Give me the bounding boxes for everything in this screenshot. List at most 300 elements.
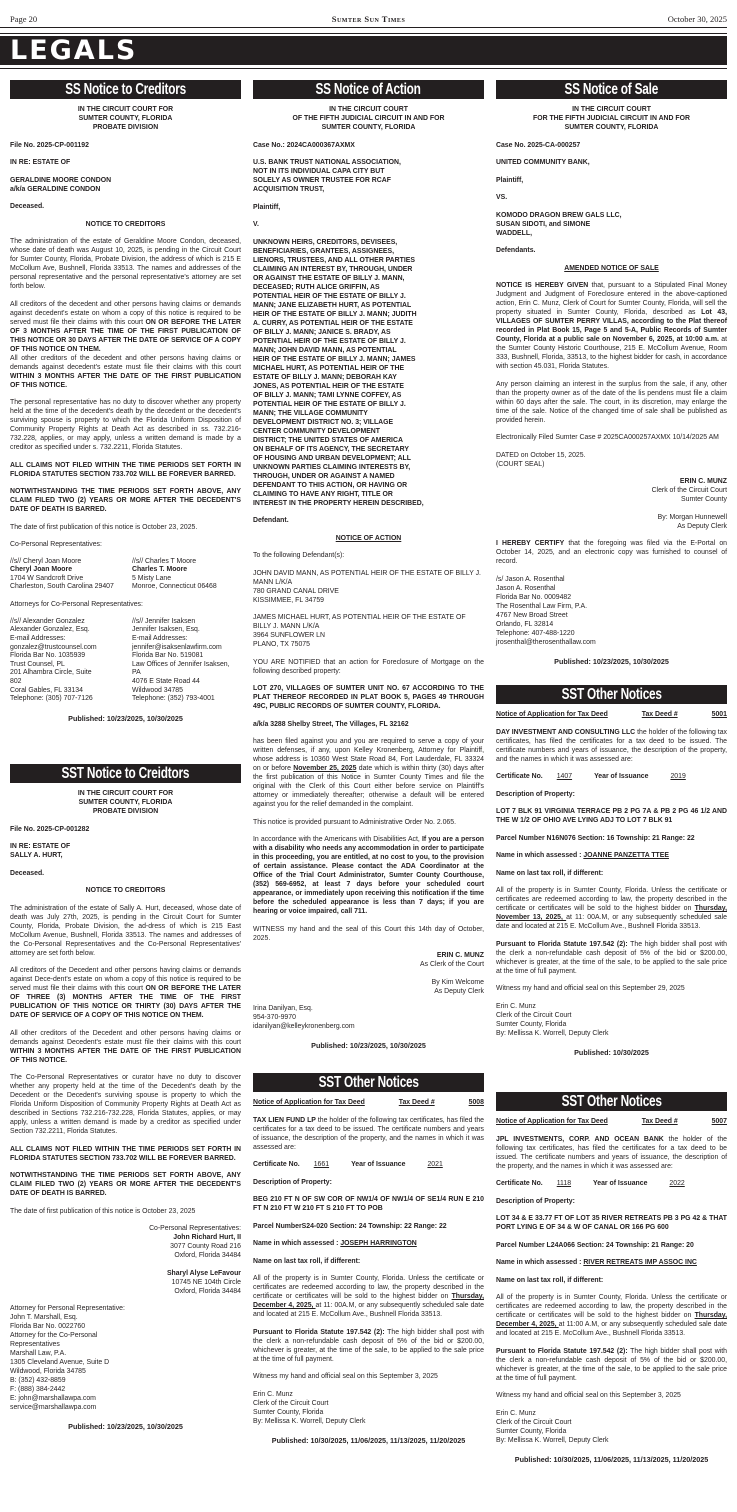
newspaper-name: Sumter Sun Times [331,14,406,24]
paragraph [10,523,241,532]
tax-deed-header [496,710,727,719]
contact-line: //s// Charles T Moore [132,557,197,565]
text-run: VS. [496,194,508,201]
text-run: All other creditors of the decedent and other persons having claims or demands against decedent's estate must file their claims with this court [10,354,241,371]
paragraph [10,1029,241,1065]
paragraph [253,818,484,827]
paragraph [496,1293,727,1338]
column-2 [253,0,484,1512]
certificate-label: Certificate No. [496,1180,543,1187]
signature-line: By: Morgan Hunnewell [657,513,727,521]
paragraph [496,728,727,764]
section-header-title: SS Notice of Sale [564,81,659,98]
paragraph [253,203,484,212]
signature-line: As Deputy Clerk [677,522,727,530]
two-column-contacts [10,558,241,592]
paragraph [253,1178,484,1187]
contact-line: //s// Alexander Gonzalez [10,617,85,625]
paragraph [496,193,727,202]
paragraph [496,940,727,976]
published-dates: Published: 10/30/2025, 11/06/2025, 11/13/2025, 11/20/2025 [271,1435,466,1445]
contact-line: gonzalez@trustcounsel.com [10,643,97,651]
text-run: Electronically Filed Sumter Case # 2025CA000257AXMX 10/14/2025 AM [496,434,719,441]
text-run: has been filed against you and you are required to serve a copy of your written defenses, if any, upon Kelley Kronenberg, Attorney for Plaintiff, whose address is 10360 West State Road 84, Fort Lauderdale, FL 33324 on or before [253,738,484,772]
paragraph [496,246,727,255]
contact-line: //s// Cheryl Joan Moore [10,557,82,565]
text-run: Erin C. Munz Clerk of the Circuit Court Sumter County, Florida By: Mellissa K. Worrell, Deputy Clerk [253,1390,366,1425]
signature-block [496,513,727,531]
legal-notice [10,80,241,727]
text-run: that the foregoing was filed via the E-Portal on October 14, 2025, and an electronic copy was furnished to counsel of record. [496,540,727,565]
contact-line: 4076 E State Road 44 [132,678,200,686]
text-run: the holder of the following tax certificates, has filed the certificates for a tax deed to be issued. The certificate numbers and years of issuance, the description of the property, and the names in which it was assessed are: [496,728,727,763]
contact-line: Florida Bar No. 1035939 [10,652,86,660]
notice-heading-text: NOTICE TO CREDITORS [85,220,166,228]
tax-deed-title: Notice of Application for Tax Deed [253,1099,365,1106]
text-run: WITHIN 3 MONTHS AFTER THE DATE OF THE FIRST PUBLICATION OF THIS NOTICE. [10,1047,241,1064]
tax-deed-title: Notice of Application for Tax Deed [496,711,608,718]
issuance-label: Year of Issuance [593,1180,648,1187]
text-run: The date of first publication of this notice is October 23, 2025 [10,1207,196,1215]
paragraph [253,238,484,508]
text-run: NOTWITHSTANDING THE TIME PERIODS SET FORTH ABOVE, ANY CLAIM FILED TWO (2) YEARS OR MORE AFTER THE DECEDENT'S DATE OF DEATH IS BARRED. [10,488,241,513]
paragraph [10,825,241,834]
signature-block [253,978,484,996]
text-run: The administration of the estate of Sally A. Hurt, deceased, whose date of death was July 27th, 2025, is pending in the Circuit Court for Sumter County, Florida, Probate Division, the ad-dress of which is 215 East McCollum Avenue, Bushnell, Florida 33513. The names and addresses of the Co-Personal Representatives and the Co-Personal Representatives' attorney are set forth below. [10,904,241,957]
text-run: Any person claiming an interest in the surplus from the sale, if any, other than the property owner as of the date of the lis pendens must file a claim within 60 days after the sale. The court, in its discretion, may enlarge the time of the sale. Notice of the changed time of sale shall be published as provided herein. [496,380,727,424]
text-run: To the following Defendant(s): [253,552,345,559]
paragraph [10,842,241,860]
text-run: Parcel Number N16N076 Section: 16 Township: 21 Range: 22 [496,834,695,842]
signature-line: 3077 County Road 216 [170,1243,241,1250]
paragraph [10,540,241,549]
paragraph [496,1391,727,1400]
text-run: WITHIN 3 MONTHS AFTER THE DATE OF THE FIRST PUBLICATION OF THIS NOTICE. [10,372,241,389]
issuance-year: 2021 [427,1161,443,1168]
contact-line: Cheryl Joan Moore [10,566,73,574]
signature-line: ERIN C. MUNZ [436,952,484,959]
tax-deed-number: 5001 [711,711,727,718]
text-run: BEG 210 FT N OF SW COR OF NW1/4 OF NW1/4 OF SE1/4 RUN E 210 FT N 210 FT W 210 FT S 210 FT TO POB [253,1196,484,1212]
tax-deed-header [496,1117,727,1126]
text-run: Pursuant to Florida Statute 197.542 (2): [253,1328,385,1336]
text-run: at 11: 00A.M, or any subsequently scheduled sale date and located at 215 E. McCollum Ave., Bushnell Florida 33513. [496,914,727,930]
paragraph [10,237,241,291]
text-run: The date of first publication of this notice is October 23, 2025. [10,523,198,531]
paragraph [496,433,727,442]
tax-deed-header [253,1098,484,1107]
paragraph [253,220,484,229]
paragraph [10,202,241,211]
paragraph [253,1274,484,1319]
paragraph [10,1207,241,1216]
signature-line: Sumter County [681,496,727,503]
paragraph [496,211,727,238]
paragraph [10,141,241,150]
legal-notice [496,685,727,1061]
paragraph [253,1239,484,1248]
legal-notice [496,1092,727,1468]
legal-notice [496,80,727,670]
text-run: Case No. 2025-CA-000257 [496,141,581,149]
court-caption: IN THE CIRCUIT COURT FOR THE FIFTH JUDICIAL CIRCUIT IN AND FOR SUMTER COUNTY, FLORIDA [533,106,690,131]
text-run: Witness my hand and official seal on this September 3, 2025 [253,1373,438,1380]
text-run: at 11: 00A.M, or any subsequently scheduled sale date and located at 215 E. McCollum Ave., Bushnell Florida 33513. [253,1302,484,1318]
paragraph [496,1347,727,1383]
signature-block [10,1269,241,1296]
section-title: LEGALS [10,35,138,66]
certificate-label: Certificate No. [496,773,543,780]
published-dates: Published: 10/23/2025, 10/30/2025 [68,713,183,723]
contact-line: PA [132,669,141,677]
contact-line: Telephone: (305) 707-7126 [10,695,93,703]
certificate-row [496,772,727,781]
text-run: All of the property is in Sumter County, Florida. Unless the certificate or certificates are redeemed according to law, the property described in the certificate or certificates will be sold to the highest bidder on [496,887,727,912]
paragraph [496,1197,727,1206]
published-dates: Published: 10/23/2025, 10/30/2025 [68,1422,183,1431]
text-run: Name in which assessed : [253,1240,341,1247]
paragraph [253,141,484,150]
text-run: UNITED COMMUNITY BANK, [496,159,590,166]
text-run: Lot 43, VILLAGES OF SUMTER PERRY VILLAS, according to the Plat thereof recorded in Plat Book 15, Page 5 and 5-A, Public Records of Sumter County, Florida at a public sale on November 6, 2025, at 10:00 a.m. [496,309,727,343]
text-run: the holder of the following tax certificates, has filed the certificates for a tax deed to be issued. The certificate numbers and years of issuance, the description of the property, and the names in which it was assessed are: [253,1116,484,1151]
text-run: Attorneys for Co-Personal Representatives: [10,601,143,609]
section-header-title: SS Notice to Creditors [65,81,186,98]
paragraph [496,451,727,469]
text-run: Plaintiff, [496,176,524,184]
contact-line: Telephone: (352) 793-4001 [132,695,215,703]
text-run: All creditors of the decedent and other persons having claims or demands against decedent's estate on whom a copy of this notice is required to be served must file their claims with this court [10,300,241,326]
signature-line: Co-Personal Representatives: [149,1225,241,1232]
court-caption: IN THE CIRCUIT COURT FOR SUMTER COUNTY, FLORIDA PROBATE DIVISION [77,106,174,131]
paragraph [10,600,241,609]
contact-column [132,558,217,592]
text-run: at the Sumter County Historic Courthouse, 215 E. McCollum Avenue, Room 333, Bushnell, Florida, 33513, to the highest bidder for cash, in accordance with section 45.031, Florida Statutes. [496,336,727,370]
signature-line: ERIN C. MUNZ [679,478,727,485]
paragraph [253,1390,484,1426]
text-run: Witness my hand and official seal on this September 29, 2025 [496,985,685,992]
text-run: JOHN DAVID MANN, AS POTENTIAL HEIR OF THE ESTATE OF BILLY J. MANN L/K/A 780 GRAND CANAL DRIVE KISSIMMEE, FL 34759 [253,569,481,604]
signature-line: Oxford, Florida 34484 [174,1287,241,1295]
paragraph [496,380,727,425]
text-run: UNKNOWN HEIRS, CREDITORS, DEVISEES, BENEFICIARIES, GRANTEES, ASSIGNEES, LIENORS, TRUSTEES, AND ALL OTHER PARTIES CLAIMING AN INTEREST BY, THROUGH, UNDER OR AGAINST THE ESTATE OF BILLY J. MANN, DECEASED; RUTH ALICE GRIFFIN, AS POTENTIAL HEIR OF THE ESTATE OF BILLY J. MANN; JANE ELIZABETH HURT, AS POTENTIAL HEIR OF THE ESTATE OF BILLY J. MANN; JUDITH A. CURRY, AS POTENTIAL HEIR OF THE ESTATE OF BILLY J. MANN; JANICE S. BRADY, AS POTENTIAL HEIR OF THE ESTATE OF BILLY J. MANN; JOHN DAVID MANN, AS POTENTIAL HEIR OF THE ESTATE OF BILLY J. MANN; JAMES MICHAEL HURT, AS POTENTIAL HEIR OF THE ESTATE OF BILLY J. MANN; DEBORAH KAY JONES, AS POTENTIAL HEIR OF THE ESTATE OF BILLY J. MANN; TAMI LYNNE COFFEY, AS POTENTIAL HEIR OF THE ESTATE OF BILLY J. MANN; THE VILLAGE COMMUNITY DEVELOPMENT DISTRICT NO. 3; VILLAGE CENTER COMMUNITY DEVELOPMENT DISTRICT; THE UNITED STATES OF AMERICA ON BEHALF OF ITS AGENCY, THE SECRETARY OF HOUSING AND URBAN DEVELOPMENT; ALL UNKNOWN PARTIES CLAIMING INTERESTS BY, THROUGH, UNDER OR AGAINST A NAMED DEFENDANT TO THIS ACTION, OR HAVING OR CLAIMING TO HAVE ANY RIGHT, TITLE OR INTEREST IN THE PROPERTY HEREIN DESCRIBED, [253,238,424,507]
paragraph [10,354,241,390]
paragraph [253,737,484,809]
contact-line: jennifer@isaksenlawfirm.com [132,643,222,651]
contact-line: Charleston, South Carolina 29407 [10,583,114,591]
text-run: If you are a person with a disability who needs any accommodation in order to participate in this proceeding, you are entitled, at no cost to you, to the provision of certain assistance. Please contact the ADA Coordinator at the Office of the Trial Court Administrator, Sumter County Courthouse, (352) 569-6952, at least 7 days before your scheduled court appearance, or immediately upon receiving this notification if the time before the scheduled appearance is less than 7 days; if you are hearing or voice impaired, call 711. [253,836,484,915]
legal-notice [253,80,484,1054]
text-run: The personal representative has no duty to discover whether any property held at the time of the decedent's death by the decedent or the decedent's surviving spouse is property to which the Florida Uniform Disposition of Community Property Rights at Death Act as described in ss. 732.216-732.228, applies, or may apply, unless a written demand is made by a creditor as specified under s. 732.2211, Florida Statutes. [10,399,241,451]
paragraph [496,807,727,825]
section-header-title: SST Notice to Creidtors [61,765,190,782]
contact-line: Charles T. Moore [132,566,188,574]
text-run: November 25, 2025 [293,765,357,772]
text-run: File No. 2025-CP-001282 [10,825,90,833]
paragraph [10,300,241,354]
legal-notice [10,764,241,1435]
certificate-row [496,1179,727,1188]
paragraph [253,1004,484,1031]
paragraph [10,869,241,878]
published-dates: Published: 10/30/2025 [574,1047,649,1057]
signature-line: As Deputy Clerk [434,987,484,995]
text-run: WITNESS my hand and the seal of this Court this 14th day of October, 2025. [253,925,484,942]
text-run: LOT 7 BLK 91 VIRGINIA TERRACE PB 2 PG 7A & PB 2 PG 46 1/2 AND THE W 1/2 OF OHIO AVE LYING ADJ TO LOT 7 BLK 91 [496,808,727,824]
court-caption: IN THE CIRCUIT COURT FOR SUMTER COUNTY, FLORIDA PROBATE DIVISION [77,790,174,815]
text-run: LOT 34 & E 33.77 FT OF LOT 35 RIVER RETREATS PB 3 PG 42 & THAT PORT LYING E OF 34 & W OF CANAL OR 166 PG 600 [496,1215,727,1231]
paragraph [496,869,727,878]
text-run: IN RE: ESTATE OF SALLY A. HURT, [10,843,71,859]
text-run: Irina Danilyan, Esq. 954-370-9970 idanilyan@kelleykronenberg.com [253,1005,355,1030]
paragraph [10,487,241,514]
text-run: at 11:00 A.M, or any subsequently scheduled sale date and located at 215 E. McCollum Ave., Bushnell Florida 33513. [496,1321,728,1337]
paragraph [253,1328,484,1364]
text-run: All creditors of the Decedent and other persons having claims or demands against Dece-dent's estate on whom a copy of this notice is required to be served must file their claims with this court [10,967,241,992]
paragraph [253,569,484,605]
contact-column [132,618,230,704]
contact-line: Alexander Gonzalez, Esq. [10,626,90,634]
notice-heading-text: AMENDED NOTICE OF SALE [564,264,659,272]
contact-line: 201 Alhambra Circle, Suite [10,669,92,677]
contact-line: //s// Jennifer Isaksen [132,617,196,625]
notice-heading [253,534,484,543]
published-dates: Published: 10/23/2025, 10/30/2025 [554,656,669,666]
text-run: Case No.: 2024CA000367AXMX [253,141,355,149]
notice-heading-text: NOTICE OF ACTION [335,534,402,542]
text-run: All of the property is in Sumter County, Florida. Unless the certificate or certificates are redeemed according to law, the property described in the certificate or certificates will be sold to the highest bidder on [496,1294,727,1319]
section-header [496,1092,727,1111]
text-run: Description of Property: [496,790,575,798]
notice-heading [10,886,241,895]
paragraph [253,1195,484,1213]
contact-line: Monroe, Connecticut 06468 [132,583,217,591]
signature-line: By Kim Welcome [431,978,484,986]
section-header [496,80,727,99]
text-run: RIVER RETREATS IMP ASSOC INC [583,1259,697,1266]
paragraph [253,551,484,560]
signature-line: Clerk of the Circuit Court [651,487,727,494]
contact-line: 1704 W Sandcroft Drive [10,574,84,582]
text-run: the holder of the following tax certificates, has filed the certificates for a tax deed to be issued. The certificate numbers and years of issuance, the description of the property, and the names in which it was assessed are: [496,1135,727,1170]
contact-column [10,618,132,704]
text-run: The Co-Personal Representatives or curator have no duty to discover whether any property held at the time of the Decedent's death by the Decedent or the Decedent's surviving spouse is property to which the Florida Uniform Disposition of Community Property Rights at Death Act as described in Sections 732.216-732.228, Florida Statutes, applies, or may apply, unless a written demand is made by a creditor as specified under Section 732.2211, Florida Statutes. [10,1074,241,1135]
text-run: Plaintiff, [253,203,281,211]
text-run: LOT 270, VILLAGES OF SUMTER UNIT NO. 67 ACCORDING TO THE PLAT THEREOF RECORDED IN PLAT BOOK 5, PAGES 49 THROUGH 49C, PUBLIC RECORDS OF SUMTER COUNTY, FLORIDA. [253,685,484,710]
text-run: Name in which assessed : [496,1259,584,1266]
text-run: ON OR BEFORE THE LATER OF 3 MONTHS AFTER THE TIME OF THE FIRST PUBLICATION OF THIS NOTICE OR 30 DAYS AFTER THE DATE OF SERVICE OF A COPY OF THIS NOTICE ON THEM. [10,318,241,353]
text-run: DAY INVESTMENT AND CONSULTING LLC [496,728,636,736]
text-run: The high bidder shall post with the clerk a non-refundable cash deposit of 5% of the bid or $200.00, whichever is greater, at the time of the sale, to be applied to the sale price at the time of full payment. [253,1328,484,1363]
section-header [10,80,241,99]
paragraph [10,904,241,958]
contact-line: Wildwood 34785 [132,686,183,694]
signature-block [10,1224,241,1260]
published-dates: Published: 10/30/2025, 11/06/2025, 11/13/2025, 11/20/2025 [514,1454,709,1464]
paragraph [253,925,484,943]
contact-line: Florida Bar No. 519081 [132,652,204,660]
issue-date: October 30, 2025 [667,14,727,24]
certificate-label: Certificate No. [253,1161,300,1168]
text-run: In accordance with the Americans with Disabilities Act, [253,836,422,843]
text-run: Deceased. [10,869,45,877]
paragraph [253,684,484,711]
paragraph [253,658,484,676]
text-run: U.S. BANK TRUST NATIONAL ASSOCIATION, NOT IN ITS INDIVIDUAL CAPA CITY BUT SOLELY AS OWNER TRUSTEE FOR RCAF ACQUISITION TRUST, [253,159,401,193]
page-number: Page 20 [10,14,38,24]
contact-line: Trust Counsel, PL [10,660,65,668]
paragraph [496,1002,727,1038]
text-run: I HEREBY CERTIFY [496,540,565,547]
issuance-label: Year of Issuance [351,1161,406,1168]
text-run: Defendant. [253,517,289,524]
text-run: ON OR BEFORE THE LATER OF THREE (3) MONTHS AFTER THE TIME OF THE FIRST PUBLICATION OF THIS NOTICE OR THIRTY (30) DAYS AFTER THE DATE OF SERVICE OF A COPY OF THIS NOTICE ON THEM. [10,985,241,1019]
text-run: Attorney for Personal Representative: John T. Marshall, Esq. Florida Bar No. 0022760 Attorney for the Co-Personal Representatives Marshall Law, P.A. 1305 Cleveland Avenue, Suite D Wildwood, Florida 34785 B: (352) 432-8859 F: (888) 384-2442 E: john@marshallawpa.com service@marshallawpa.com [10,1305,125,1411]
text-run: File No. 2025-CP-001192 [10,141,89,149]
contact-line: 802 [10,678,22,686]
section-header [496,685,727,704]
text-run: date which is within thirty (30) days after the first publication of this Notice in Sumter County Times and file the original with the Clerk of this Court either before service on Plaintiff's attorney or immediately thereafter; otherwise a default will be entered against you for the relief demanded in the complaint. [253,765,485,808]
paragraph [496,984,727,993]
issuance-year: 2022 [669,1180,685,1187]
contact-line: Jennifer Isaksen, Esq. [132,626,200,634]
tax-deed-number: 5008 [468,1099,484,1106]
signature-line: Sharyl Alyse LeFavour [166,1269,241,1277]
text-run: Name on last tax roll, if different: [253,1257,361,1265]
text-run: Pursuant to Florida Statute 197.542 (2): [496,940,628,948]
paragraph [253,1257,484,1266]
paragraph [10,176,241,194]
text-run: /s/ Jason A. Rosenthal Jason A. Rosenthal Florida Bar No. 0009482 The Rosenthal Law Firm, P.A. 4767 New Broad Street Orlando, FL 32814 Telephone: 407-488-1220 jrosenthal@therosenthallaw.com [496,575,596,646]
certificate-row [253,1160,484,1169]
paragraph [496,851,727,860]
notice-heading-text: NOTICE TO CREDITORS [85,887,166,894]
paragraph [253,835,484,916]
text-run: JOANNE PANZETTA TTEE [583,852,669,859]
paragraph [496,790,727,799]
column-3 [496,0,727,1512]
paragraph [496,1258,727,1267]
text-run: Name on last tax roll, if different: [496,1276,604,1284]
paragraph [496,1409,727,1445]
text-run: KOMODO DRAGON BREW GALS LLC, SUSAN SIDOTI, and SIMONE WADDELL, [496,211,622,237]
paragraph [10,158,241,167]
legal-notice [253,1073,484,1449]
published-dates: Published: 10/23/2025, 10/30/2025 [311,1041,426,1050]
paragraph [10,1073,241,1136]
paragraph [496,886,727,931]
paragraph [496,1214,727,1232]
text-run: ALL CLAIMS NOT FILED WITHIN THE TIME PERIODS SET FORTH IN FLORIDA STATUTES SECTION 733.702 WILL BE FOREVER BARRED. [10,461,241,478]
text-run: that, pursuant to a Stipulated Final Money Judgment and Judgment of Foreclosure entered in the above-captioned action, Erin C. Munz, Clerk of Court for Sumter County, Florida, will sell the property situated in Sumter County, Florida, described as [496,282,727,316]
paragraph [496,1241,727,1250]
text-run: Parcel Number L24A066 Section: 24 Township: 21 Range: 20 [496,1241,694,1249]
paragraph [496,176,727,185]
tax-deed-number: 5007 [711,1118,727,1125]
contact-line: 5 Misty Lane [132,574,172,582]
signature-block [253,951,484,969]
text-run: TAX LIEN FUND LP [253,1116,316,1124]
paragraph [10,1171,241,1198]
contact-column [10,558,132,592]
text-run: Pursuant to Florida Statute 197.542 (2): [496,1347,628,1355]
text-run: Parcel NumberS24-020 Section: 24 Township: 22 Range: 22 [253,1222,447,1230]
text-run: a/k/a 3288 Shelby Street, The Villages, FL 32162 [253,720,409,728]
paragraph [253,1222,484,1231]
paragraph [253,158,484,194]
text-run: NOTICE IS HEREBY GIVEN [496,282,589,289]
text-run: JAMES MICHAEL HURT, AS POTENTIAL HEIR OF THE ESTATE OF BILLY J. MANN L/K/A 3964 SUNFLOWER LN PLANO, TX 75075 [253,614,466,648]
contact-line: Coral Gables, FL 33134 [10,686,83,694]
paragraph [10,1145,241,1163]
paragraph [253,720,484,729]
signature-line: John Richard Hurt, II [173,1234,241,1241]
text-run: This notice is provided pursuant to Administrative Order No. 2.065. [253,818,456,826]
paragraph [496,158,727,167]
contact-line: Law Offices of Jennifer Isaksen, [132,660,230,668]
text-run: GERALDINE MOORE CONDON a/k/a GERALDINE CONDON [10,176,112,193]
text-run: DATED on October 15, 2025. (COURT SEAL) [496,451,586,468]
text-run: All other creditors of the Decedent and other persons having claims or demands against Decedent's estate must file their claims with this court [10,1029,241,1046]
certificate-number: 1118 [556,1180,572,1187]
paragraph [496,575,727,647]
tax-deed-label: Tax Deed # [641,1118,678,1125]
text-run: Witness my hand and official seal on this September 3, 2025 [496,1392,681,1399]
text-run: Erin C. Munz Clerk of the Circuit Court Sumter County, Florida By: Mellissa K. Worrell, Deputy Clerk [496,1002,609,1037]
paragraph [496,539,727,566]
text-run: Name on last tax roll, if different: [496,869,604,877]
signature-line: As Clerk of the Court [420,961,484,968]
paragraph [496,281,727,371]
certificate-number: 1407 [556,773,573,780]
column-1 [10,0,241,1512]
paragraph [253,1116,484,1152]
paragraph [496,1276,727,1285]
section-header-title: SST Other Notices [318,1074,419,1091]
section-header [253,1073,484,1092]
text-run: The high bidder shall post with the clerk a non-refundable cash deposit of 5% of the bid or $200.00, whichever is greater, at the time of the sale, to be applied to the sale price at the time of full payment. [496,940,727,975]
paragraph [496,1135,727,1171]
section-header [10,764,241,783]
paragraph [10,1304,241,1412]
paragraph [253,1372,484,1381]
text-run: Defendants. [496,247,536,254]
two-column-contacts [10,618,241,704]
issuance-year: 2019 [670,773,686,780]
court-caption: IN THE CIRCUIT COURT OF THE FIFTH JUDICIAL CIRCUIT IN AND FOR SUMTER COUNTY, FLORIDA [292,106,445,131]
text-run: Description of Property: [496,1197,575,1205]
section-header-title: SS Notice of Action [315,81,422,98]
text-run: Thursday, November 13, 2025, [496,905,727,921]
text-run: All of the property is in Sumter County, Florida. Unless the certificate or certificates are redeemed according to law, the property described in the certificate or certificates will be sold to the highest bidder on [253,1275,484,1300]
section-header-title: SST Other Notices [561,686,662,703]
signature-line: 10745 NE 104th Circle [171,1278,241,1286]
text-run: IN RE: ESTATE OF [10,159,71,166]
text-run: Thursday, December 4, 2025, [496,1312,727,1328]
text-run: JOSEPH HARRINGTON [340,1240,417,1247]
signature-block [496,477,727,504]
paragraph [10,966,241,1020]
paragraph [10,398,241,452]
notice-heading [496,264,727,273]
text-run: Co-Personal Representatives: [10,541,102,548]
text-run: The high bidder shall post with the clerk a non-refundable cash deposit of 5% of the bid or $200.00, whichever is greater, at the time of the sale, to be applied to the sale price at the time of full payment. [496,1347,727,1382]
text-run: Deceased. [10,203,45,210]
paragraph [253,516,484,525]
issuance-label: Year of Issuance [594,773,649,780]
tax-deed-label: Tax Deed # [641,711,678,718]
paragraph [253,613,484,649]
